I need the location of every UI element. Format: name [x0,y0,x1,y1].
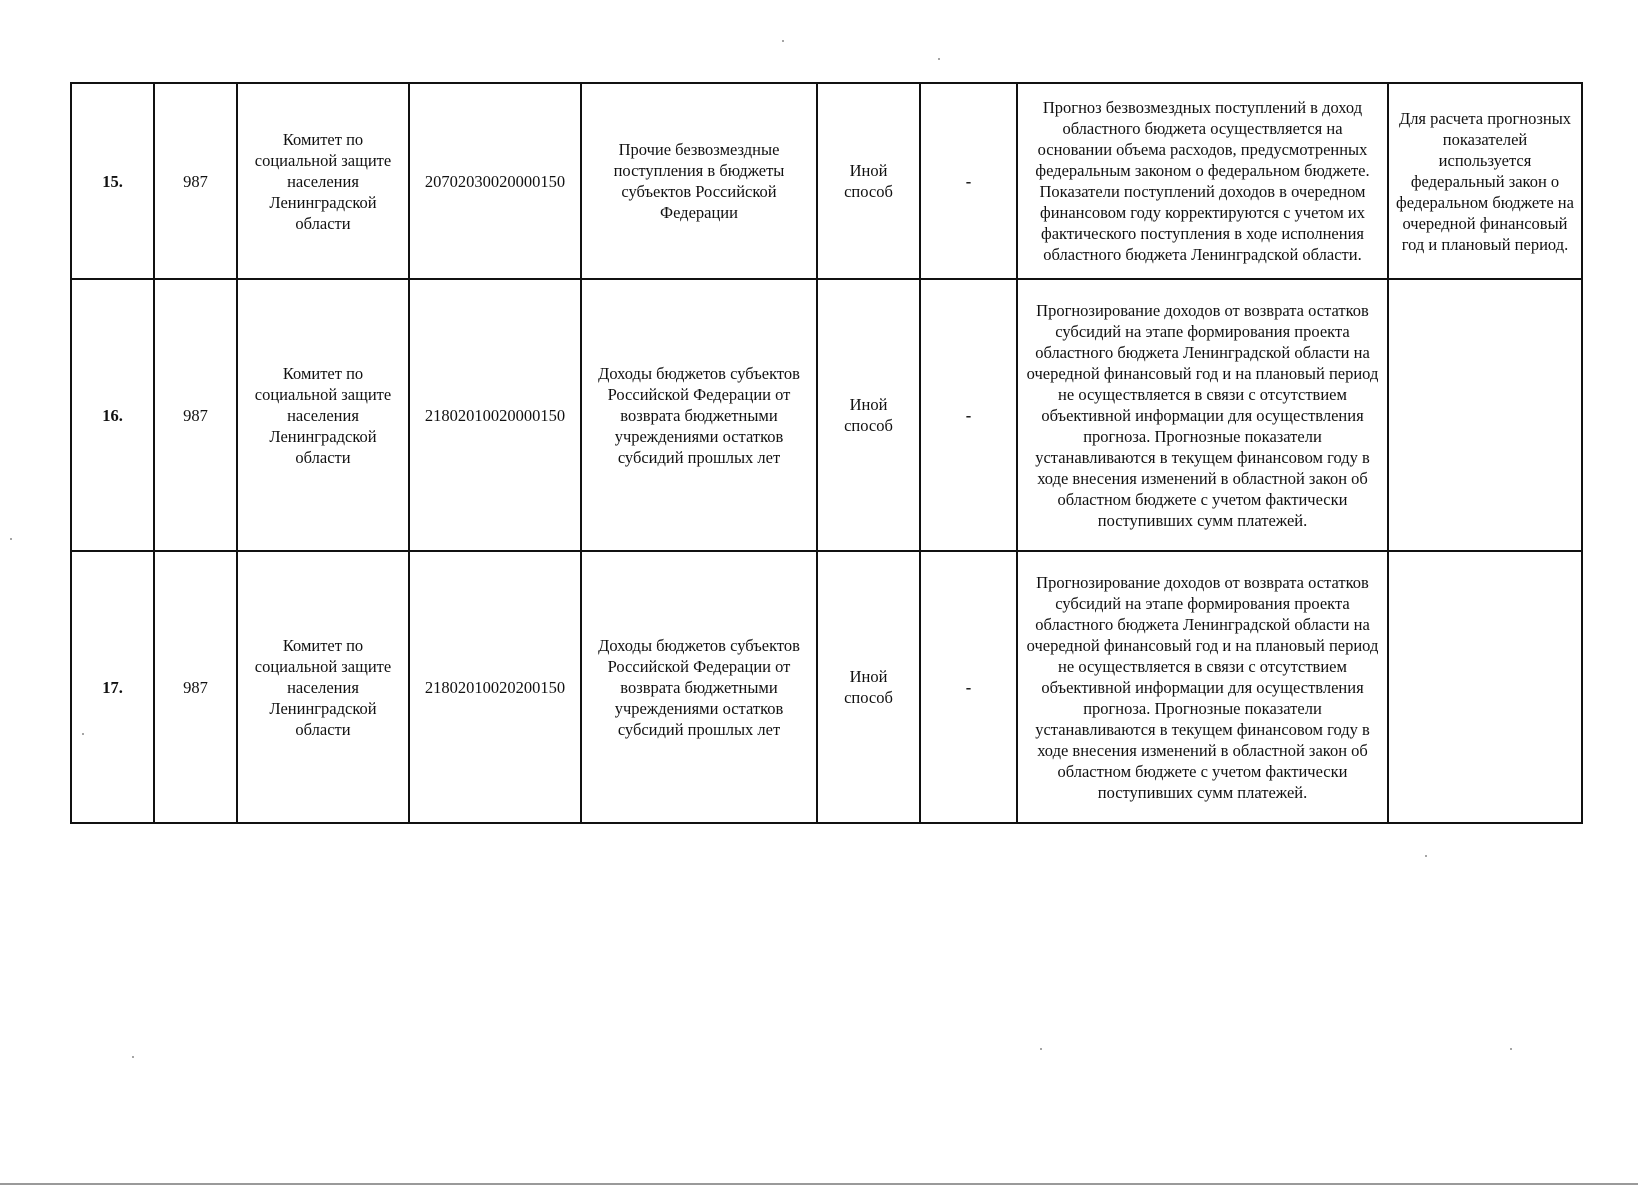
income-name: Доходы бюджетов субъектов Российской Федерации от возврата бюджетными учреждениями остатков субсидий прошлых лет [581,279,817,551]
data-source: Для расчета прогнозных показателей используется федеральный закон о федеральном бюджете на очередной финансовый год и плановый период. [1388,83,1582,279]
table-row [71,551,1582,823]
admin-code: 987 [154,83,237,279]
scan-speck [782,40,784,42]
forecast-method: Иной способ [817,83,920,279]
row-number: 17. [71,551,154,823]
scan-speck [132,1056,134,1058]
income-forecast-table [70,82,1583,824]
scan-speck [1040,1048,1042,1050]
income-name: Доходы бюджетов субъектов Российской Федерации от возврата бюджетными учреждениями остатков субсидий прошлых лет [581,551,817,823]
scan-speck [1425,855,1427,857]
calc-formula: - [920,551,1017,823]
calc-algorithm: Прогноз безвозмездных поступлений в доход областного бюджета осуществляется на основании объема расходов, предусмотренных федеральным законом о федеральном бюджете. Показатели поступлений доходов в очередном финансовом году корректируются с учетом их фактического поступления в ходе исполнения областного бюджета Ленинградской области. [1017,83,1388,279]
row-number: 15. [71,83,154,279]
scan-speck [10,538,12,540]
kbk-code: 21802010020000150 [409,279,581,551]
table-row [71,83,1582,279]
admin-code: 987 [154,279,237,551]
admin-code: 987 [154,551,237,823]
calc-formula: - [920,279,1017,551]
admin-name: Комитет по социальной защите населения Ленинградской области [237,279,409,551]
calc-formula: - [920,83,1017,279]
calc-algorithm: Прогнозирование доходов от возврата остатков субсидий на этапе формирования проекта областного бюджета Ленинградской области на очередной финансовый год и на плановый период не осуществляется в связи с отсутствием объективной информации для осуществления прогноза. Прогнозные показатели устанавливаются в текущем финансовом году в ходе внесения изменений в областной закон об областном бюджете с учетом фактически поступивших сумм платежей. [1017,279,1388,551]
forecast-method: Иной способ [817,279,920,551]
table-row [71,279,1582,551]
admin-name: Комитет по социальной защите населения Ленинградской области [237,83,409,279]
data-source [1388,279,1582,551]
forecast-method: Иной способ [817,551,920,823]
income-name: Прочие безвозмездные поступления в бюджеты субъектов Российской Федерации [581,83,817,279]
scan-speck [1510,1048,1512,1050]
row-number: 16. [71,279,154,551]
scan-edge-line [0,1183,1638,1185]
admin-name: Комитет по социальной защите населения Ленинградской области [237,551,409,823]
data-source [1388,551,1582,823]
scan-speck [938,58,940,60]
kbk-code: 20702030020000150 [409,83,581,279]
calc-algorithm: Прогнозирование доходов от возврата остатков субсидий на этапе формирования проекта областного бюджета Ленинградской области на очередной финансовый год и на плановый период не осуществляется в связи с отсутствием объективной информации для осуществления прогноза. Прогнозные показатели устанавливаются в текущем финансовом году в ходе внесения изменений в областной закон об областном бюджете с учетом фактически поступивших сумм платежей. [1017,551,1388,823]
scan-speck [82,733,84,735]
kbk-code: 21802010020200150 [409,551,581,823]
